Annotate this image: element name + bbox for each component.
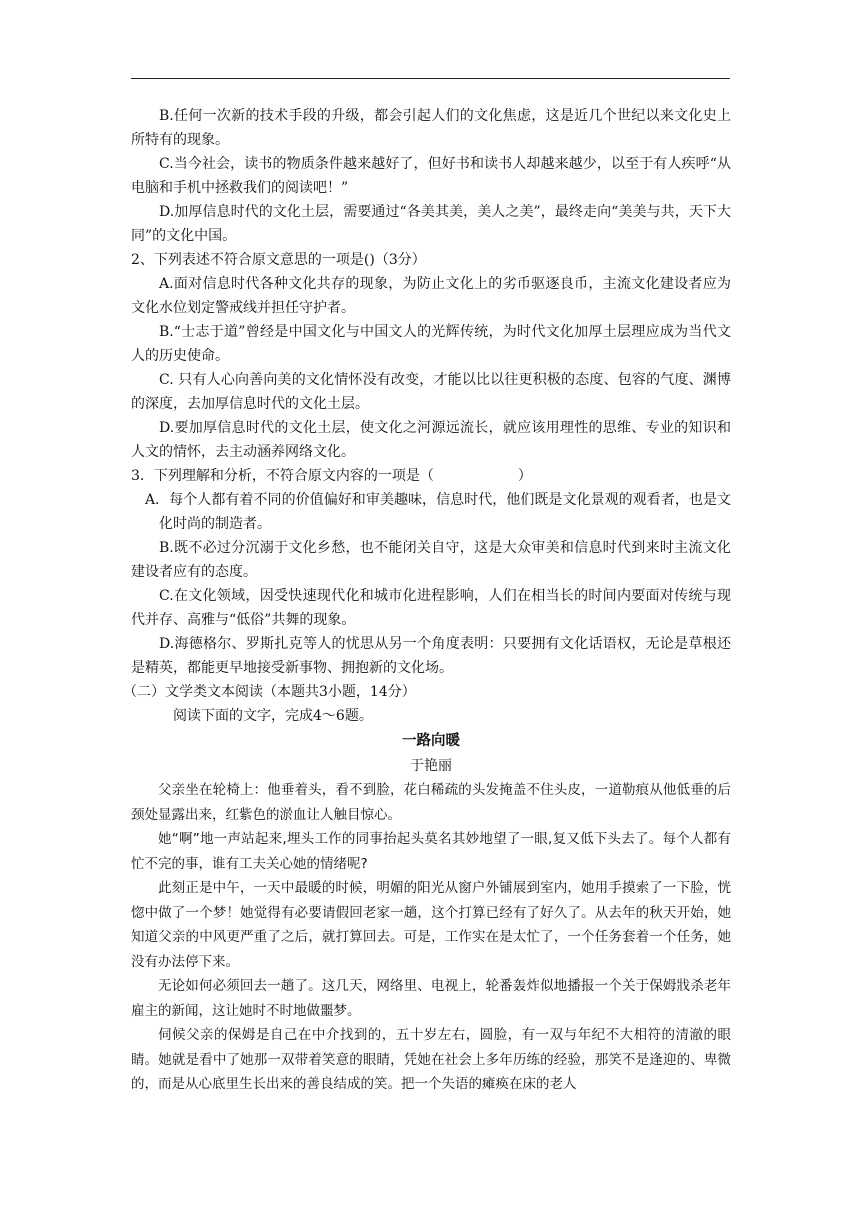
story-author: 于艳丽	[410, 758, 452, 774]
q2-option-a: A.面对信息时代各种文化共存的现象，为防止文化上的劣币驱逐良币，主流文化建设者应为文化水位划定警戒线并担任守护者。	[131, 276, 731, 316]
q1-option-d: D.加厚信息时代的文化土层，需要通过“各美其美，美人之美”，最终走向“美美与共，天下大同”的文化中国。	[131, 204, 731, 244]
q3-stem	[131, 464, 731, 488]
section-heading: （二）文学类文本阅读（本题共3小题，14分）	[123, 684, 416, 700]
q3-stem-text: 3．下列理解和分析，不符合原文内容的一项是（	[131, 468, 434, 484]
q1-option-b: B.任何一次新的技术手段的升级，都会引起人们的文化焦虑，这是近几个世纪以来文化史上所特有的现象。	[131, 108, 731, 148]
q1-option-c: C.当今社会，读书的物质条件越来越好了，但好书和读书人却越来越少，以至于有人疾呼“从电脑和手机中拯救我们的阅读吧！”	[131, 156, 731, 196]
q2-option-d: D.要加厚信息时代的文化土层，使文化之河源远流长，就应该用理性的思维、专业的知识和人文的情怀，去主动涵养网络文化。	[131, 420, 731, 460]
q3-option-d: D.海德格尔、罗斯扎克等人的忧思从另一个角度表明：只要拥有文化话语权，无论是草根还是精英，都能更早地接受新事物、拥抱新的文化场。	[131, 636, 731, 676]
story-paragraph: 此刻正是中午，一天中最暖的时候，明媚的阳光从窗户外铺展到室内，她用手摸索了一下脸，恍惚中做了一个梦！她觉得有必要请假回老家一趟，这个打算已经有了好久了。从去年的秋天开始，她知道父亲的中风更严重了之后，就打算回去。可是，工作实在是太忙了，一个任务套着一个任务，她没有办法停下来。	[131, 880, 731, 970]
q2-option-b: B.“士志于道”曾经是中国文化与中国文人的光辉传统，为时代文化加厚土层理应成为当代文人的历史使命。	[131, 324, 731, 364]
q2-stem: 2、下列表述不符合原文意思的一项是()（3分）	[131, 252, 426, 268]
q3-option-b: B.既不必过分沉溺于文化乡愁，也不能闭关自守，这是大众审美和信息时代到来时主流文化建设者应有的态度。	[131, 540, 731, 580]
q3-option-c: C.在文化领域，因受快速现代化和城市化进程影响，人们在相当长的时间内要面对传统与现代并存、高雅与“低俗”共舞的现象。	[131, 588, 731, 628]
header-rule	[131, 78, 730, 79]
story-paragraph: 她“啊”地一声站起来,埋头工作的同事抬起头莫名其妙地望了一眼,复又低下头去了。每个人都有忙不完的事，谁有工夫关心她的情绪呢?	[131, 831, 731, 872]
story-title: 一路向暖	[402, 732, 460, 749]
story-paragraph: 父亲坐在轮椅上：他垂着头，看不到脸，花白稀疏的头发掩盖不住头皮，一道勒痕从他低垂的后颈处显露出来，红紫色的淤血让人触目惊心。	[131, 782, 731, 823]
story-paragraph: 无论如何必须回去一趟了。这几天，网络里、电视上，轮番轰炸似地播报一个关于保姆戕杀老年雇主的新闻，这让她时不时地做噩梦。	[131, 978, 731, 1019]
q2-option-c: C. 只有人心向善向美的文化情怀没有改变，才能以比以往更积极的态度、包容的气度、渊博的深度，去加厚信息时代的文化土层。	[131, 372, 731, 412]
q3-stem-close: ）	[517, 468, 532, 484]
story-paragraph: 伺候父亲的保姆是自己在中介找到的，五十岁左右，圆脸，有一双与年纪不大相符的清澈的眼睛。她就是看中了她那一双带着笑意的眼睛，凭她在社会上多年历练的经验，那笑不是逢迎的、卑微的，而是从心底里生长出来的善良结成的笑。把一个失语的瘫痪在床的老人	[131, 1027, 731, 1092]
q3-option-a: A．每个人都有着不同的价值偏好和审美趣味，信息时代，他们既是文化景观的观看者，也是文化时尚的制造者。	[145, 492, 731, 532]
reading-instruction: 阅读下面的文字，完成4～6题。	[173, 708, 373, 724]
page-content	[123, 104, 731, 1097]
